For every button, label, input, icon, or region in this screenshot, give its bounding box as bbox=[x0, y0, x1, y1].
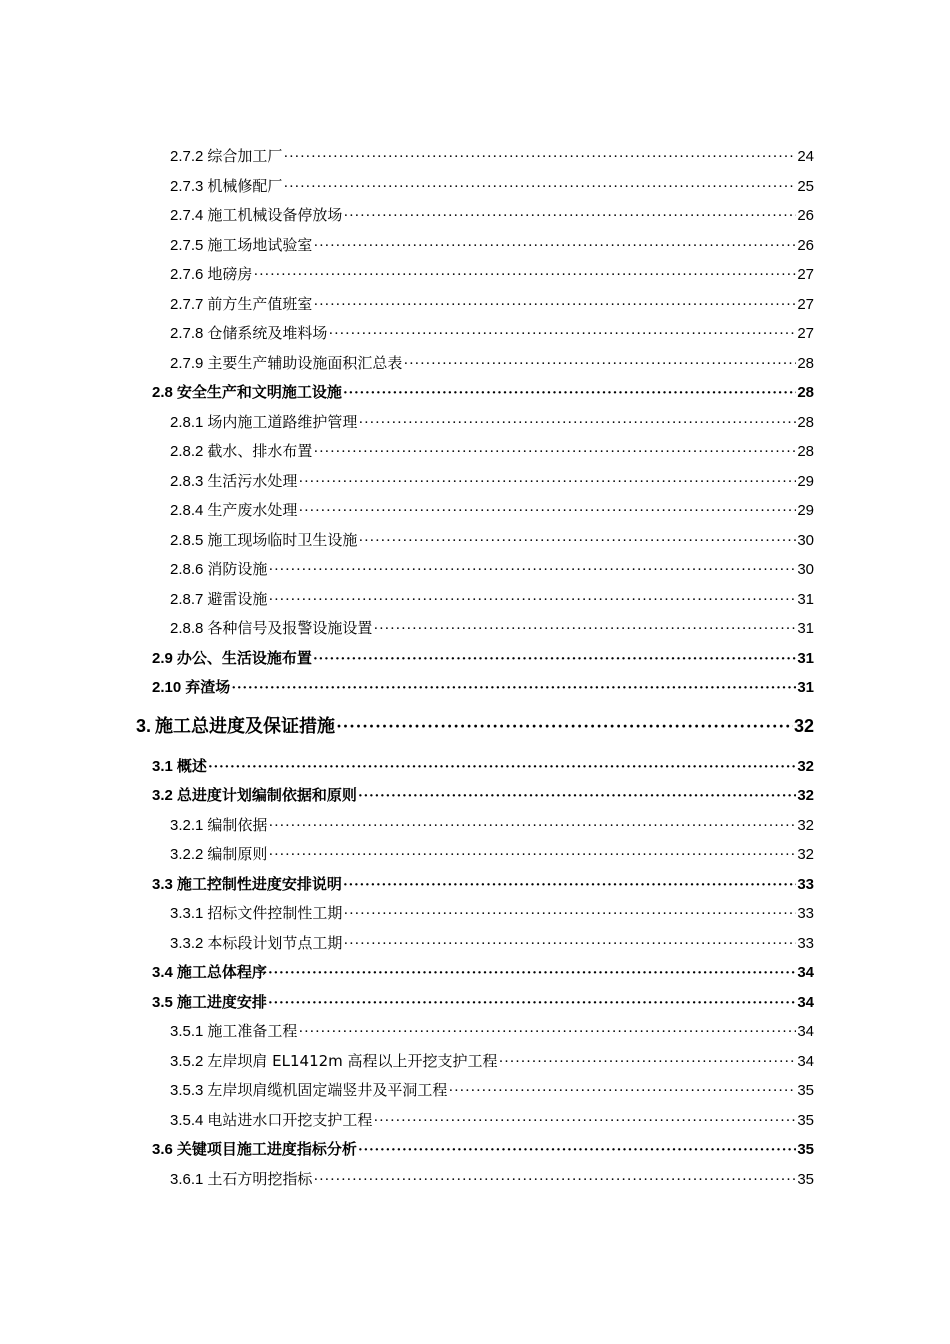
dot-leader bbox=[358, 1142, 796, 1159]
toc-entry[interactable] bbox=[170, 814, 814, 835]
toc-entry-number: 3.5.1 bbox=[170, 1023, 204, 1040]
toc-entry[interactable] bbox=[170, 1020, 814, 1041]
toc-entry-title: 关键项目施工进度指标分析 bbox=[176, 1140, 357, 1158]
dot-leader bbox=[313, 444, 796, 461]
toc-entry-page-number: 33 bbox=[797, 876, 814, 893]
toc-entry-page-number: 33 bbox=[797, 935, 814, 952]
dot-leader bbox=[328, 326, 796, 343]
dot-leader bbox=[298, 1024, 796, 1041]
toc-entry-number: 3.6 bbox=[152, 1141, 173, 1158]
toc-entry-number: 2.7.7 bbox=[170, 296, 204, 313]
toc-entry-number: 3.3.1 bbox=[170, 905, 204, 922]
toc-entry[interactable] bbox=[152, 873, 814, 894]
toc-entry-number: 3.5 bbox=[152, 994, 173, 1011]
toc-entry[interactable] bbox=[170, 263, 814, 284]
toc-entry-title: 地磅房 bbox=[207, 265, 253, 283]
toc-entry[interactable] bbox=[152, 676, 814, 697]
toc-entry-title: 各种信号及报警设施设置 bbox=[207, 619, 373, 637]
dot-leader bbox=[358, 533, 796, 550]
dot-leader bbox=[336, 716, 793, 737]
toc-entry[interactable] bbox=[152, 755, 814, 776]
dot-leader bbox=[313, 297, 796, 314]
toc-entry-number: 3.5.4 bbox=[170, 1112, 204, 1129]
toc-entry-page-number: 28 bbox=[797, 443, 814, 460]
toc-entry-page-number: 30 bbox=[797, 532, 814, 549]
toc-entry-number: 2.8.2 bbox=[170, 443, 204, 460]
dot-leader bbox=[448, 1083, 796, 1100]
toc-entry-title: 招标文件控制性工期 bbox=[207, 904, 343, 922]
toc-entry[interactable] bbox=[170, 322, 814, 343]
toc-entry-number: 3.3 bbox=[152, 876, 173, 893]
toc-entry[interactable] bbox=[170, 293, 814, 314]
toc-entry[interactable] bbox=[152, 961, 814, 982]
toc-entry-number: 2.10 bbox=[152, 679, 182, 696]
dot-leader bbox=[208, 759, 796, 776]
toc-entry[interactable] bbox=[152, 647, 814, 668]
toc-entry[interactable] bbox=[152, 991, 814, 1012]
toc-entry-number: 3.6.1 bbox=[170, 1171, 204, 1188]
toc-entry[interactable] bbox=[170, 499, 814, 520]
toc-entry[interactable] bbox=[152, 784, 814, 805]
dot-leader bbox=[283, 179, 796, 196]
toc-entry-title: 主要生产辅助设施面积汇总表 bbox=[207, 354, 403, 372]
toc-entry-number: 3.2 bbox=[152, 787, 173, 804]
toc-entry-number: 3. bbox=[136, 716, 152, 736]
toc-entry-page-number: 27 bbox=[797, 325, 814, 342]
dot-leader bbox=[268, 965, 796, 982]
toc-entry-number: 2.7.3 bbox=[170, 178, 204, 195]
toc-entry-number: 2.7.5 bbox=[170, 237, 204, 254]
toc-entry[interactable] bbox=[152, 381, 814, 402]
dot-leader bbox=[403, 356, 796, 373]
toc-entry-page-number: 32 bbox=[797, 846, 814, 863]
toc-entry[interactable] bbox=[170, 204, 814, 225]
toc-entry-page-number: 35 bbox=[797, 1082, 814, 1099]
toc-entry-number: 3.5.2 bbox=[170, 1053, 204, 1070]
dot-leader bbox=[268, 847, 796, 864]
toc-entry-number: 3.4 bbox=[152, 964, 173, 981]
toc-entry-number: 2.8.3 bbox=[170, 473, 204, 490]
toc-entry-title: 仓储系统及堆料场 bbox=[207, 324, 328, 342]
toc-entry-title: 施工准备工程 bbox=[207, 1022, 298, 1040]
toc-entry-page-number: 26 bbox=[797, 237, 814, 254]
toc-entry-title: 场内施工道路维护管理 bbox=[207, 413, 358, 431]
toc-entry-title: 截水、排水布置 bbox=[207, 442, 313, 460]
toc-entry-title: 安全生产和文明施工设施 bbox=[176, 383, 342, 401]
toc-entry-title: 编制原则 bbox=[207, 845, 268, 863]
toc-entry-page-number: 28 bbox=[797, 414, 814, 431]
toc-entry[interactable] bbox=[170, 529, 814, 550]
toc-entry[interactable] bbox=[170, 1079, 814, 1100]
toc-entry[interactable] bbox=[170, 588, 814, 609]
dot-leader bbox=[499, 1054, 797, 1071]
toc-entry-page-number: 32 bbox=[793, 716, 814, 736]
toc-entry-title: 施工进度安排 bbox=[176, 993, 267, 1011]
toc-entry[interactable] bbox=[170, 1168, 814, 1189]
toc-entry-page-number: 29 bbox=[797, 502, 814, 519]
toc-entry-number: 3.1 bbox=[152, 758, 173, 775]
toc-entry-title: 编制依据 bbox=[207, 816, 268, 834]
toc-entry-page-number: 34 bbox=[797, 1023, 814, 1040]
toc-entry-page-number: 28 bbox=[797, 384, 814, 401]
dot-leader bbox=[283, 149, 796, 166]
toc-entry-number: 2.7.4 bbox=[170, 207, 204, 224]
toc-entry[interactable] bbox=[170, 843, 814, 864]
toc-entry[interactable] bbox=[170, 234, 814, 255]
toc-entry-page-number: 26 bbox=[797, 207, 814, 224]
toc-entry-title: 施工场地试验室 bbox=[207, 236, 313, 254]
dot-leader bbox=[268, 592, 796, 609]
toc-entry-page-number: 29 bbox=[797, 473, 814, 490]
toc-entry-number: 2.8.8 bbox=[170, 620, 204, 637]
toc-entry-title: 概述 bbox=[176, 757, 207, 775]
toc-entry-page-number: 35 bbox=[797, 1171, 814, 1188]
toc-entry-title: 土石方明挖指标 bbox=[207, 1170, 313, 1188]
dot-leader bbox=[298, 503, 796, 520]
toc-entry-title: 生活污水处理 bbox=[207, 472, 298, 490]
toc-entry-page-number: 24 bbox=[797, 148, 814, 165]
toc-entry-page-number: 28 bbox=[797, 355, 814, 372]
toc-entry-title: 本标段计划节点工期 bbox=[207, 934, 343, 952]
toc-entry-number: 3.3.2 bbox=[170, 935, 204, 952]
toc-entry[interactable] bbox=[170, 352, 814, 373]
toc-entry-page-number: 31 bbox=[797, 620, 814, 637]
dot-leader bbox=[343, 906, 796, 923]
toc-entry-title: 总进度计划编制依据和原则 bbox=[176, 786, 357, 804]
toc-entry-number: 3.2.1 bbox=[170, 817, 204, 834]
toc-entry-number: 2.8.4 bbox=[170, 502, 204, 519]
toc-entry-number: 2.8.5 bbox=[170, 532, 204, 549]
dot-leader bbox=[373, 621, 796, 638]
toc-entry-page-number: 33 bbox=[797, 905, 814, 922]
toc-entry[interactable] bbox=[170, 411, 814, 432]
toc-entry-page-number: 30 bbox=[797, 561, 814, 578]
toc-entry[interactable] bbox=[170, 902, 814, 923]
toc-entry-page-number: 35 bbox=[797, 1112, 814, 1129]
toc-entry-page-number: 25 bbox=[797, 178, 814, 195]
toc-entry[interactable] bbox=[170, 470, 814, 491]
toc-entry-page-number: 27 bbox=[797, 266, 814, 283]
toc-entry-number: 2.7.8 bbox=[170, 325, 204, 342]
dot-leader bbox=[268, 995, 796, 1012]
dot-leader bbox=[373, 1113, 796, 1130]
toc-entry-title: 综合加工厂 bbox=[207, 147, 283, 165]
dot-leader bbox=[313, 238, 796, 255]
toc-entry-page-number: 35 bbox=[797, 1141, 814, 1158]
dot-leader bbox=[231, 680, 796, 697]
dot-leader bbox=[253, 267, 796, 284]
toc-entry-page-number: 34 bbox=[797, 994, 814, 1011]
toc-entry-page-number: 32 bbox=[797, 787, 814, 804]
toc-entry-number: 3.2.2 bbox=[170, 846, 204, 863]
toc-entry[interactable] bbox=[170, 1109, 814, 1130]
dot-leader bbox=[298, 474, 796, 491]
toc-entry-title: 前方生产值班室 bbox=[207, 295, 313, 313]
dot-leader bbox=[268, 818, 796, 835]
dot-leader bbox=[358, 788, 796, 805]
toc-entry-page-number: 32 bbox=[797, 758, 814, 775]
toc-entry-title: 消防设施 bbox=[207, 560, 268, 578]
toc-entry-number: 2.8.6 bbox=[170, 561, 204, 578]
toc-entry[interactable] bbox=[136, 712, 814, 738]
toc-entry[interactable] bbox=[170, 145, 814, 166]
toc-entry-title: 办公、生活设施布置 bbox=[176, 649, 312, 667]
toc-entry-title: 施工控制性进度安排说明 bbox=[176, 875, 342, 893]
toc-entry-title: 电站进水口开挖支护工程 bbox=[207, 1111, 373, 1129]
dot-leader bbox=[343, 385, 796, 402]
toc-entry-page-number: 31 bbox=[797, 679, 814, 696]
toc-entry-title: 施工机械设备停放场 bbox=[207, 206, 343, 224]
toc-entry[interactable] bbox=[170, 932, 814, 953]
toc-entry-title: 施工现场临时卫生设施 bbox=[207, 531, 358, 549]
toc-entry-page-number: 34 bbox=[797, 964, 814, 981]
toc-entry-page-number: 31 bbox=[797, 650, 814, 667]
dot-leader bbox=[343, 936, 796, 953]
toc-entry-title: 左岸坝肩缆机固定端竖井及平洞工程 bbox=[207, 1081, 448, 1099]
toc-entry-number: 2.7.9 bbox=[170, 355, 204, 372]
dot-leader bbox=[343, 208, 796, 225]
toc-entry-page-number: 32 bbox=[797, 817, 814, 834]
toc-entry-number: 2.7.2 bbox=[170, 148, 204, 165]
toc-entry-page-number: 31 bbox=[797, 591, 814, 608]
toc-entry-number: 2.7.6 bbox=[170, 266, 204, 283]
toc-entry-title: 弃渣场 bbox=[185, 678, 231, 696]
dot-leader bbox=[313, 1172, 796, 1189]
toc-entry[interactable] bbox=[152, 1138, 814, 1159]
toc-entry-title: 机械修配厂 bbox=[207, 177, 283, 195]
toc-entry[interactable] bbox=[170, 558, 814, 579]
toc-entry[interactable] bbox=[170, 617, 814, 638]
toc-entry-number: 2.8.7 bbox=[170, 591, 204, 608]
toc-entry-page-number: 27 bbox=[797, 296, 814, 313]
toc-entry-number: 2.9 bbox=[152, 650, 173, 667]
toc-entry-number: 2.8.1 bbox=[170, 414, 204, 431]
toc-entry-number: 3.5.3 bbox=[170, 1082, 204, 1099]
toc-entry[interactable] bbox=[170, 175, 814, 196]
toc-entry[interactable] bbox=[170, 440, 814, 461]
toc-entry-title: 施工总进度及保证措施 bbox=[155, 716, 336, 737]
dot-leader bbox=[343, 877, 796, 894]
dot-leader bbox=[268, 562, 796, 579]
dot-leader bbox=[358, 415, 796, 432]
toc-entry-title: 生产废水处理 bbox=[207, 501, 298, 519]
toc-entry[interactable] bbox=[170, 1050, 814, 1071]
dot-leader bbox=[313, 651, 796, 668]
toc-entry-page-number: 34 bbox=[797, 1053, 814, 1070]
toc-entry-title: 施工总体程序 bbox=[176, 963, 267, 981]
toc-entry-title: 左岸坝肩 EL1412m 高程以上开挖支护工程 bbox=[207, 1052, 498, 1070]
toc-entry-title: 避雷设施 bbox=[207, 590, 268, 608]
toc-entry-number: 2.8 bbox=[152, 384, 173, 401]
